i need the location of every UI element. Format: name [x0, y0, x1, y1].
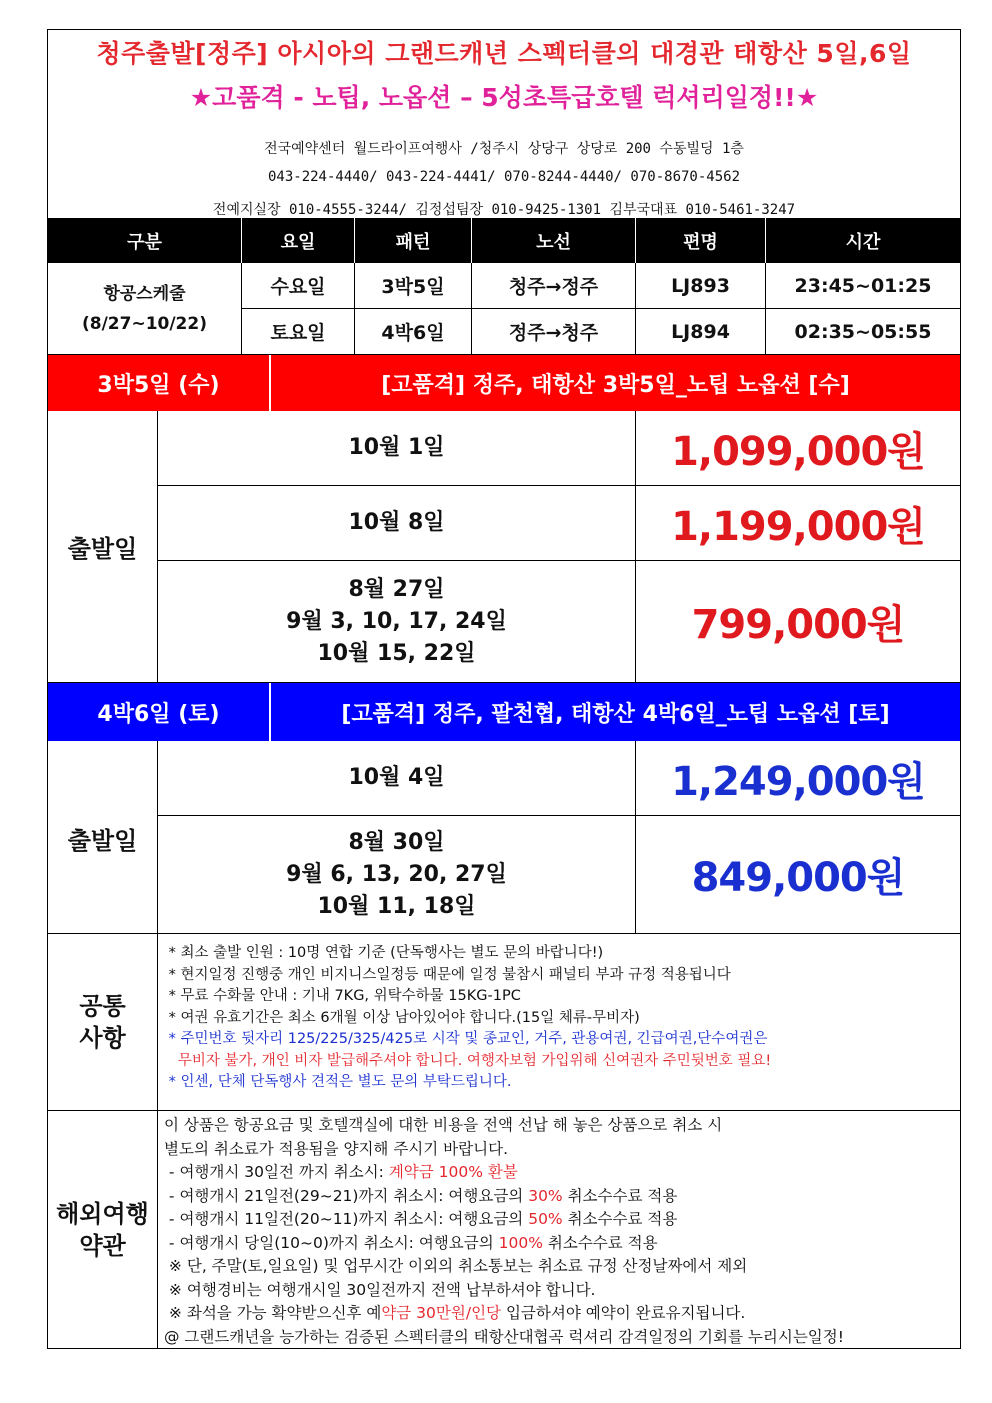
terms-label-line2: 약관 [79, 1231, 126, 1260]
product2-title: [고품격] 정주, 팔천협, 태항산 4박6일_노팁 노옵션 [토] [269, 683, 960, 741]
product1-bar [48, 355, 960, 411]
brochure-title: 청주출발[정주] 아시아의 그랜드캐년 스펙터클의 대경관 태항산 5일,6일 [96, 39, 912, 68]
cancel-21days-rate: 30% [528, 1186, 563, 1205]
cancel-21days-text: - 여행개시 21일전(29~21)까지 취소시: 여행요금의 [164, 1186, 529, 1205]
note-penalty: * 현지일정 진행중 개인 비지니스일정등 때문에 일정 불참시 패널티 부과 규정 적용됩니다 [164, 966, 731, 983]
p1-row3-price: 799,000원 [635, 561, 960, 682]
row1-pattern: 3박5일 [354, 263, 471, 309]
brochure-subtitle: ★고품격 - 노팁, 노옵션 – 5성초특급호텔 럭셔리일정!!★ [189, 83, 819, 112]
p1-row3-date-sep: 9월 3, 10, 17, 24일 [286, 608, 507, 634]
cancel-11days [164, 1208, 960, 1232]
row1-day: 수요일 [241, 263, 354, 309]
cancel-sameday [164, 1232, 960, 1256]
note-group: * 인센, 단체 단독행사 견적은 별도 문의 부탁드립니다. [164, 1074, 512, 1090]
col-day: 요일 [241, 218, 354, 263]
cancel-11days-rate: 50% [528, 1210, 563, 1228]
cancel-30days-refund: 계약금 100% 환불 [388, 1163, 518, 1181]
common-label-line1: 공통 [79, 992, 126, 1020]
schedule-label [48, 263, 241, 354]
p1-row1-date: 10월 1일 [157, 411, 635, 486]
terms-intro-1: 이 상품은 항공요금 및 호텔객실에 대한 비용을 전액 선납 해 놓은 상품으로 취소 시 [164, 1116, 723, 1134]
agency-address: 전국예약센터 월드라이프여행사 /청주시 상당구 상당로 200 수동빌딩 1층 [264, 141, 744, 157]
schedule-header [48, 218, 960, 263]
note-passport: * 여권 유효기간은 최소 6개월 이상 남아있어야 합니다.(15일 체류-무비자) [164, 1009, 640, 1026]
terms-label [48, 1111, 157, 1348]
p2-row2-dates [157, 816, 635, 933]
row2-flight: LJ894 [635, 309, 765, 354]
cancel-30days [164, 1161, 960, 1185]
p1-row3-date-aug: 8월 27일 [348, 576, 445, 602]
travel-terms [48, 1111, 960, 1348]
row2-pattern: 4박6일 [354, 309, 471, 354]
row1-time: 23:45~01:25 [765, 263, 960, 309]
cancel-30days-text: - 여행개시 30일전 까지 취소시: [164, 1163, 389, 1181]
schedule-period: (8/27~10/22) [81, 313, 207, 334]
col-time: 시간 [765, 218, 960, 263]
brochure [47, 29, 961, 1349]
product1-dates [48, 411, 960, 683]
col-category: 구분 [127, 231, 162, 253]
deposit-amount: 약금 30만원/인당 [381, 1304, 502, 1322]
col-pattern: 패턴 [354, 218, 471, 263]
note-visa-1: * 주민번호 뒷자리 125/225/325/425로 시작 및 종교인, 거주, 관용여권, 긴급여권,단수여권은 [164, 1031, 768, 1047]
terms-deposit-note [164, 1302, 960, 1326]
p2-row2-date-aug: 8월 30일 [348, 829, 445, 855]
row1-route: 청주→정주 [471, 263, 635, 309]
flight-schedule [48, 263, 960, 355]
product1-title: [고품격] 정주, 태항산 3박5일_노팁 노옵션 [수] [269, 355, 960, 411]
agency-phones: 043-224-4440/ 043-224-4441/ 070-8244-4440/ 070-8670-4562 [267, 169, 740, 185]
p1-row2-price: 1,199,000원 [635, 486, 960, 561]
row2-route: 정주→청주 [471, 309, 635, 354]
cancel-21days-suffix: 취소수수료 적용 [562, 1186, 678, 1205]
product2-tag: 4박6일 (토) [97, 701, 220, 727]
terms-weekend-note: ※ 단, 주말(토,일요일) 및 업무시간 이외의 취소통보는 취소료 규정 산정날짜에서 제외 [164, 1257, 748, 1275]
product2-bar [48, 683, 960, 741]
p1-row3-dates [157, 561, 635, 682]
common-label [48, 934, 157, 1110]
p2-row2-date-sep: 9월 6, 13, 20, 27일 [286, 861, 507, 887]
common-label-line2: 사항 [79, 1024, 126, 1052]
cancel-sameday-suffix: 취소수수료 적용 [542, 1233, 658, 1252]
note-min-people: * 최소 출발 인원 : 10명 연합 기준 (단독행사는 별도 문의 바랍니다!) [164, 945, 604, 961]
note-baggage: * 무료 수화물 안내 : 기내 7KG, 위탁수하물 15KG-1PC [164, 988, 521, 1004]
col-route: 노선 [471, 218, 635, 263]
agency-contacts: 전예지실장 010-4555-3244/ 김정섭팀장 010-9425-1301 김부국대표 010-5461-3247 [212, 202, 796, 218]
p2-row2-price: 849,000원 [635, 816, 960, 933]
col-flight: 편명 [635, 218, 765, 263]
common-notes [48, 934, 960, 1111]
product2-label: 출발일 [67, 827, 138, 855]
product1-tag: 3박5일 (수) [97, 372, 220, 398]
terms-closing: @ 그랜드캐년을 능가하는 검증된 스펙터클의 태항산대협곡 럭셔리 감격일정의 기회를 누리시는일정! [164, 1327, 844, 1346]
product2-dates [48, 741, 960, 934]
deposit-suffix: 입금하셔야 예약이 완료유지됩니다. [501, 1304, 746, 1322]
header [48, 30, 960, 218]
row2-time: 02:35~05:55 [765, 309, 960, 354]
terms-body [157, 1111, 960, 1348]
terms-intro-2: 별도의 취소료가 적용됨을 양지해 주시기 바랍니다. [164, 1139, 508, 1158]
p2-row1-date: 10월 4일 [157, 741, 635, 816]
cancel-sameday-text: - 여행개시 당일(10~0)까지 취소시: 여행요금의 [164, 1233, 499, 1252]
product1-label: 출발일 [67, 535, 138, 563]
schedule-title: 항공스케줄 [103, 283, 186, 304]
p1-row1-price: 1,099,000원 [635, 411, 960, 486]
note-visa-2: 무비자 불가, 개인 비자 발급해주셔야 합니다. 여행자보험 가입위해 신여권자 주민뒷번호 필요! [164, 1052, 772, 1069]
row2-day: 토요일 [241, 309, 354, 354]
p2-row1-price: 1,249,000원 [635, 741, 960, 816]
cancel-21days [164, 1185, 960, 1209]
common-notes-body [157, 934, 960, 1110]
cancel-11days-suffix: 취소수수료 적용 [562, 1210, 678, 1228]
cancel-11days-text: - 여행개시 11일전(20~11)까지 취소시: 여행요금의 [164, 1210, 529, 1228]
terms-label-line1: 해외여행 [56, 1199, 149, 1228]
deposit-text: ※ 좌석을 가능 확약받으신후 예 [164, 1304, 382, 1322]
terms-payment-note: ※ 여행경비는 여행개시일 30일전까지 전액 납부하셔야 합니다. [164, 1280, 596, 1299]
p1-row2-date: 10월 8일 [157, 486, 635, 561]
row1-flight: LJ893 [635, 263, 765, 309]
p1-row3-date-oct: 10월 15, 22일 [317, 640, 476, 666]
p2-row2-date-oct: 10월 11, 18일 [317, 893, 476, 919]
cancel-sameday-rate: 100% [498, 1233, 543, 1252]
